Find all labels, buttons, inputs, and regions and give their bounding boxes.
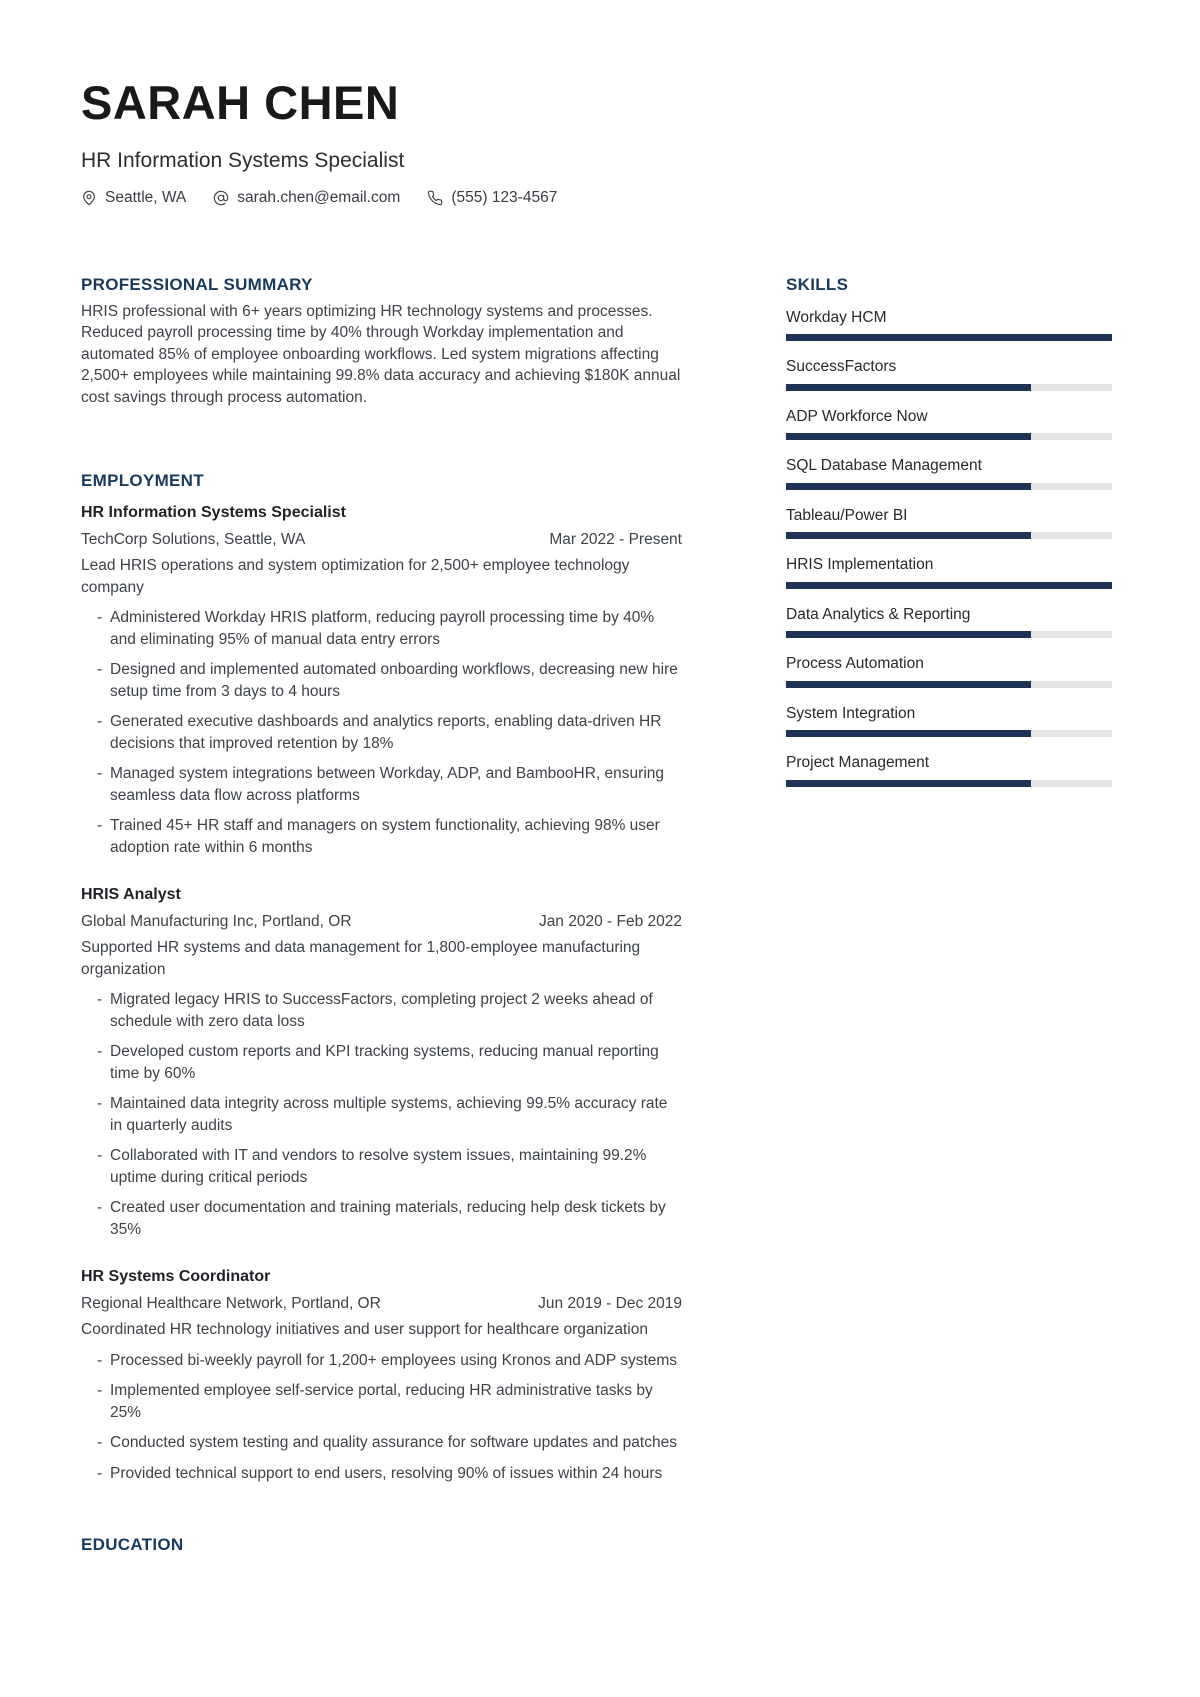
job-description: Coordinated HR technology initiatives and user support for healthcare organization: [81, 1321, 648, 1338]
skill-bar-fill: [786, 730, 1031, 737]
resume-header: [81, 78, 1112, 209]
job-company: Regional Healthcare Network, Portland, OR: [81, 1294, 381, 1312]
bullet-dash: -: [97, 1351, 103, 1369]
skill-item: [786, 554, 1112, 589]
job-bullet: [81, 1093, 682, 1136]
job-bullets: [81, 607, 682, 858]
job-title: HR Information Systems Specialist: [81, 504, 346, 521]
contact-location-text: Seattle, WA: [105, 189, 187, 206]
person-job-title: HR Information Systems Specialist: [81, 149, 405, 172]
bullet-text: Provided technical support to end users, resolving 90% of issues within 24 hours: [110, 1464, 663, 1482]
bullet-dash: -: [97, 661, 103, 678]
skill-bar-fill: [786, 384, 1031, 391]
skill-bar-track: [786, 780, 1112, 787]
bullet-text: Developed custom reports and KPI tracking systems, reducing manual reporting time by 60%: [110, 1043, 659, 1082]
job-title: HRIS Analyst: [81, 886, 181, 903]
job-bullet: [81, 711, 682, 754]
job-bullet: [81, 1432, 682, 1454]
skill-bar-track: [786, 730, 1112, 737]
main-column: [81, 275, 682, 1556]
job-dates: Mar 2022 - Present: [549, 530, 682, 548]
bullet-text: Conducted system testing and quality assurance for software updates and patches: [110, 1434, 677, 1451]
skill-name: HRIS Implementation: [786, 556, 934, 573]
skill-item: [786, 356, 1112, 391]
bullet-dash: -: [97, 713, 103, 730]
skills-column: [786, 275, 1112, 1556]
contact-email: [213, 187, 400, 209]
bullet-dash: -: [97, 1043, 103, 1060]
bullet-text: Trained 45+ HR staff and managers on system functionality, achieving 98% user adoption rate within 6 months: [110, 817, 660, 856]
skill-name: Workday HCM: [786, 308, 887, 326]
job-bullet: [81, 1197, 682, 1240]
bullet-dash: -: [97, 765, 103, 782]
professional-summary-section: [81, 275, 682, 409]
skill-name: Process Automation: [786, 655, 924, 672]
phone-icon: [427, 190, 443, 206]
skill-item: [786, 703, 1112, 738]
skill-item: [786, 752, 1112, 787]
skill-name: System Integration: [786, 704, 916, 722]
job-bullet: [81, 1350, 682, 1372]
bullet-text: Implemented employee self-service portal, reducing HR administrative tasks by 25%: [110, 1382, 653, 1421]
summary-heading: PROFESSIONAL SUMMARY: [81, 274, 313, 294]
skill-bar-fill: [786, 532, 1031, 539]
contact-email-text: sarah.chen@email.com: [237, 189, 401, 206]
bullet-text: Processed bi-weekly payroll for 1,200+ employees using Kronos and ADP systems: [110, 1351, 678, 1369]
skills-heading: SKILLS: [786, 274, 849, 294]
jobs-list: [81, 502, 682, 1484]
job-bullet: [81, 1380, 682, 1423]
job-meta-row: [81, 911, 682, 933]
skill-bar-fill: [786, 334, 1112, 341]
job-company: Global Manufacturing Inc, Portland, OR: [81, 912, 352, 930]
job-bullets: [81, 1350, 682, 1485]
contact-phone: [427, 187, 557, 209]
skill-name: SuccessFactors: [786, 358, 897, 375]
bullet-dash: -: [97, 1464, 103, 1482]
job-entry: [81, 1266, 682, 1484]
skill-name: SQL Database Management: [786, 457, 982, 474]
skill-bar-track: [786, 631, 1112, 638]
skill-item: [786, 653, 1112, 688]
education-section: [81, 1535, 682, 1555]
skill-name: Tableau/Power BI: [786, 506, 908, 524]
job-bullet: [81, 763, 682, 806]
job-entry: [81, 884, 682, 1240]
education-heading: EDUCATION: [81, 1535, 184, 1554]
job-bullet: [81, 815, 682, 858]
summary-text: HRIS professional with 6+ years optimizing HR technology systems and processes. Reduced payroll processing time by 40% through Workday implementation and automated 85% of employee onboarding workflows. Led system migrations affecting 2,500+ employees while maintaining 99.8% data accuracy and achieving $180K annual cost savings through process automation.: [81, 302, 681, 406]
bullet-dash: -: [97, 991, 103, 1008]
job-entry: [81, 502, 682, 858]
bullet-text: Administered Workday HRIS platform, reducing payroll processing time by 40% and eliminating 95% of manual data entry errors: [110, 609, 655, 648]
job-bullet: [81, 1041, 682, 1084]
skills-list: [786, 307, 1112, 787]
bullet-text: Generated executive dashboards and analytics reports, enabling data-driven HR decisions that improved retention by 18%: [110, 713, 662, 752]
skill-bar-fill: [786, 780, 1031, 787]
skill-item: [786, 307, 1112, 342]
skill-item: [786, 455, 1112, 490]
content-columns: [81, 275, 1112, 1556]
bullet-text: Collaborated with IT and vendors to resolve system issues, maintaining 99.2% uptime during critical periods: [110, 1147, 647, 1186]
job-bullet: [81, 607, 682, 650]
skill-item: [786, 604, 1112, 639]
bullet-dash: -: [97, 1095, 103, 1112]
job-description: Supported HR systems and data management for 1,800-employee manufacturing organization: [81, 939, 641, 978]
location-pin-icon: [81, 190, 97, 206]
job-bullet: [81, 1463, 682, 1485]
skill-bar-fill: [786, 681, 1031, 688]
job-bullets: [81, 989, 682, 1240]
job-company: TechCorp Solutions, Seattle, WA: [81, 530, 306, 548]
bullet-dash: -: [97, 1382, 103, 1399]
job-dates: Jun 2019 - Dec 2019: [538, 1294, 682, 1312]
contact-row: [81, 187, 1112, 209]
bullet-dash: -: [97, 1199, 103, 1216]
contact-phone-text: (555) 123-4567: [451, 189, 558, 206]
at-sign-icon: [213, 190, 229, 206]
job-meta-row: [81, 1293, 682, 1315]
skill-bar-track: [786, 582, 1112, 589]
job-bullet: [81, 659, 682, 702]
employment-section: [81, 471, 682, 1484]
skill-name: Project Management: [786, 754, 930, 771]
job-dates: Jan 2020 - Feb 2022: [538, 912, 682, 930]
job-bullet: [81, 1145, 682, 1188]
job-bullet: [81, 989, 682, 1032]
job-meta-row: [81, 529, 682, 551]
contact-location: [81, 187, 186, 209]
bullet-dash: -: [97, 1434, 103, 1451]
skill-bar-track: [786, 384, 1112, 391]
bullet-text: Created user documentation and training materials, reducing help desk tickets by 35%: [110, 1199, 666, 1238]
bullet-dash: -: [97, 609, 103, 626]
skill-bar-track: [786, 483, 1112, 490]
skill-item: [786, 505, 1112, 540]
bullet-dash: -: [97, 1147, 103, 1164]
skill-bar-fill: [786, 433, 1031, 440]
bullet-text: Managed system integrations between Workday, ADP, and BambooHR, ensuring seamless data flow across platforms: [110, 765, 665, 804]
bullet-text: Migrated legacy HRIS to SuccessFactors, completing project 2 weeks ahead of schedule with zero data loss: [110, 991, 653, 1030]
bullet-dash: -: [97, 817, 103, 834]
skill-bar-fill: [786, 483, 1031, 490]
skill-bar-track: [786, 681, 1112, 688]
skill-name: Data Analytics & Reporting: [786, 605, 971, 623]
person-name: SARAH CHEN: [81, 76, 400, 129]
skill-bar-track: [786, 532, 1112, 539]
job-title: HR Systems Coordinator: [81, 1268, 271, 1285]
skill-item: [786, 406, 1112, 441]
skill-bar-fill: [786, 631, 1031, 638]
bullet-text: Designed and implemented automated onboarding workflows, decreasing new hire setup time from 3 days to 4 hours: [110, 661, 678, 700]
employment-heading: EMPLOYMENT: [81, 471, 204, 490]
job-description: Lead HRIS operations and system optimization for 2,500+ employee technology company: [81, 557, 630, 596]
skill-bar-fill: [786, 582, 1112, 589]
skill-name: ADP Workforce Now: [786, 407, 928, 425]
skill-bar-track: [786, 433, 1112, 440]
bullet-text: Maintained data integrity across multiple systems, achieving 99.5% accuracy rate in quarterly audits: [110, 1095, 668, 1134]
skill-bar-track: [786, 334, 1112, 341]
